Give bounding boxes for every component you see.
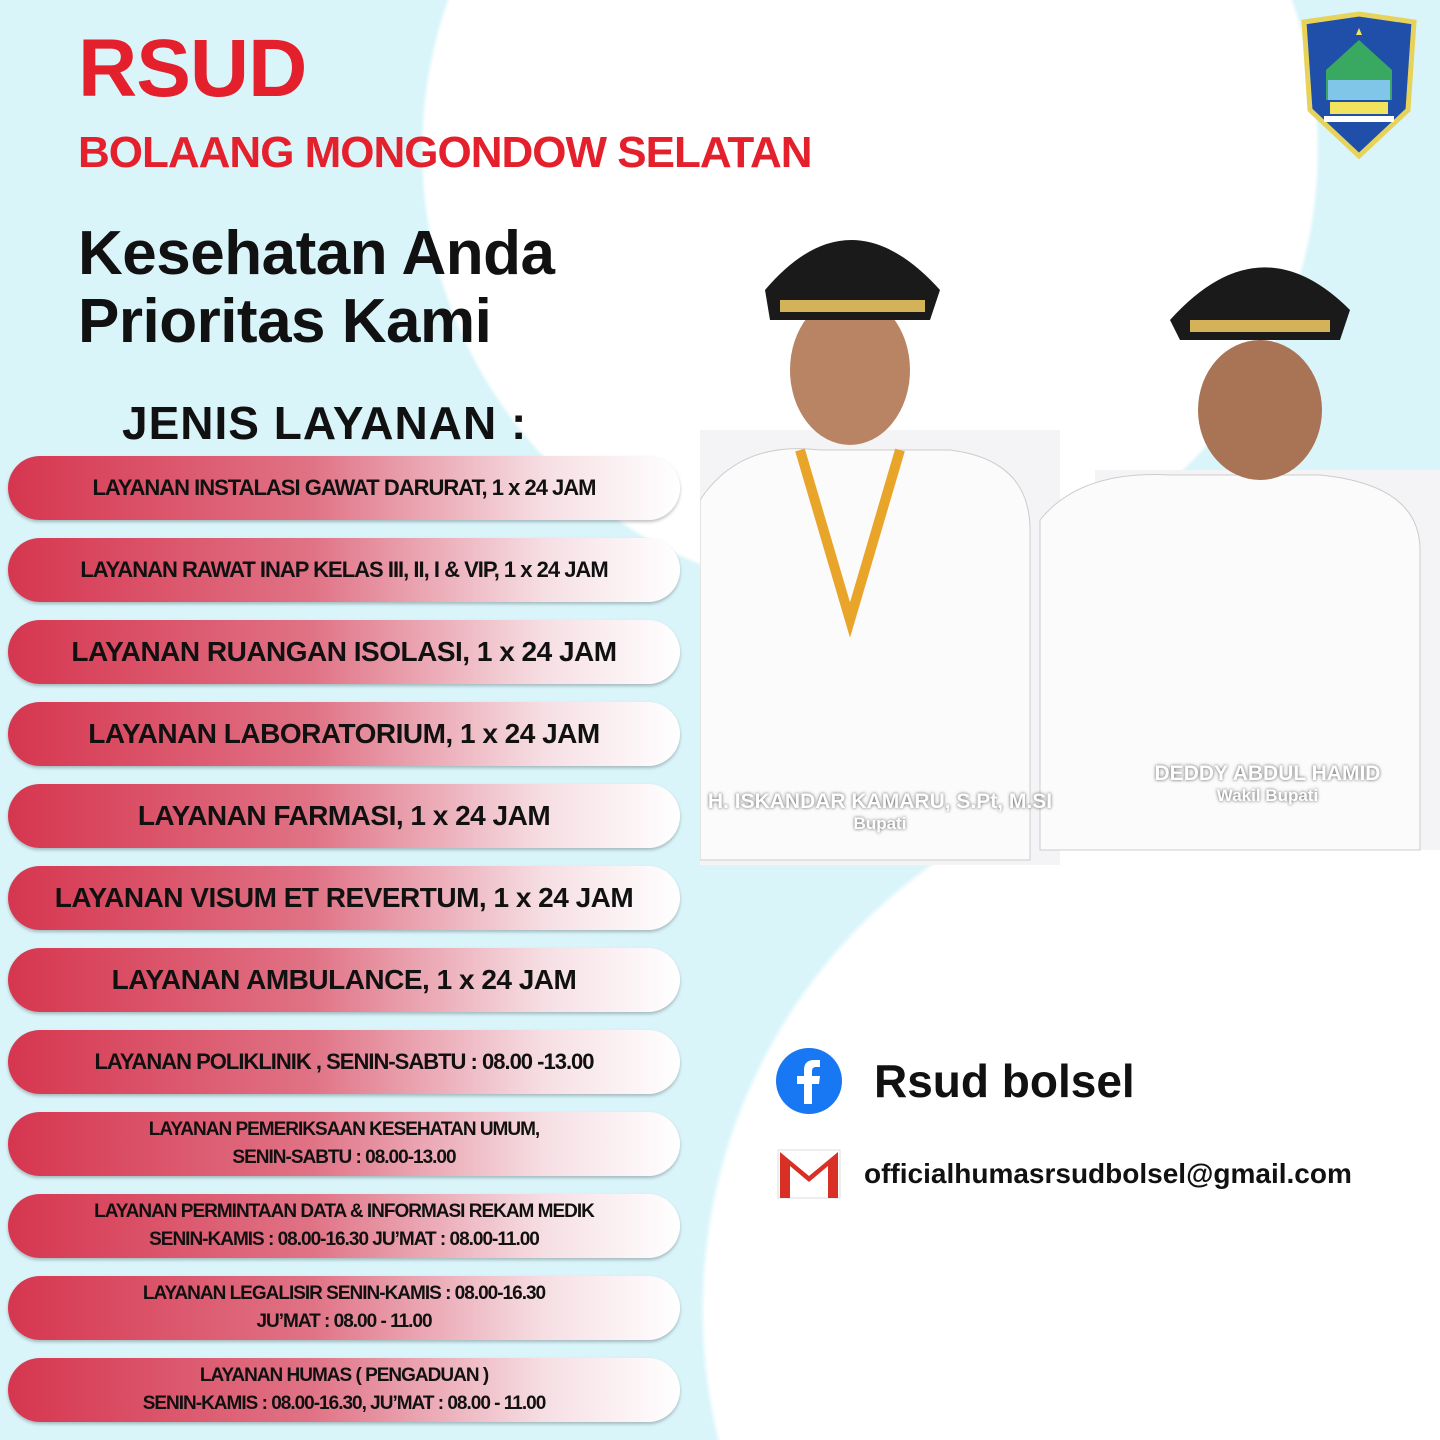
service-item <box>8 866 680 930</box>
official-title: Bupati <box>853 814 907 833</box>
official-name: DEDDY ABDUL HAMID <box>1154 762 1381 785</box>
service-text: LAYANAN FARMASI, 1 x 24 JAM <box>137 800 551 831</box>
service-item <box>8 948 680 1012</box>
service-text: LAYANAN LEGALISIR SENIN-KAMIS : 08.00-16.30 <box>142 1283 546 1304</box>
email-address: officialhumasrsudbolsel@gmail.com <box>864 1158 1352 1189</box>
slogan-line: Prioritas Kami <box>78 287 492 356</box>
slogan-line: Kesehatan Anda <box>78 219 555 288</box>
facebook-name: Rsud bolsel <box>874 1055 1135 1107</box>
email-contact[interactable] <box>776 1148 1352 1200</box>
facebook-icon <box>776 1048 842 1114</box>
service-item <box>8 1276 680 1340</box>
official-caption <box>700 790 1060 834</box>
service-text: SENIN-KAMIS : 08.00-16.30, JU’MAT : 08.00 - 11.00 <box>142 1393 546 1414</box>
service-item <box>8 1358 680 1422</box>
service-item <box>8 784 680 848</box>
service-item <box>8 1112 680 1176</box>
gmail-icon <box>776 1148 842 1200</box>
service-item <box>8 1030 680 1094</box>
service-text: LAYANAN AMBULANCE, 1 x 24 JAM <box>111 964 577 995</box>
official-caption <box>1095 762 1440 806</box>
slogan <box>78 220 555 356</box>
service-item <box>8 1194 680 1258</box>
service-item <box>8 620 680 684</box>
service-text: LAYANAN RAWAT INAP KELAS III, II, I & VIP, 1 x 24 JAM <box>80 557 608 582</box>
service-text: LAYANAN HUMAS ( PENGADUAN ) <box>199 1365 489 1386</box>
service-text: LAYANAN RUANGAN ISOLASI, 1 x 24 JAM <box>71 636 617 667</box>
service-text: LAYANAN PERMINTAAN DATA & INFORMASI REKAM MEDIK <box>94 1201 594 1222</box>
official-name: H. ISKANDAR KAMARU, S.Pt, M.SI <box>707 790 1053 813</box>
service-text: LAYANAN POLIKLINIK , SENIN-SABTU : 08.00 -13.00 <box>94 1049 594 1074</box>
service-item <box>8 538 680 602</box>
service-text: SENIN-KAMIS : 08.00-16.30 JU’MAT : 08.00-11.00 <box>149 1229 539 1250</box>
facebook-contact[interactable] <box>776 1048 1135 1114</box>
service-text: SENIN-SABTU : 08.00-13.00 <box>232 1147 456 1168</box>
officials-photo <box>700 200 1440 865</box>
service-item <box>8 702 680 766</box>
regency-logo <box>1296 10 1422 160</box>
service-text: LAYANAN LABORATORIUM, 1 x 24 JAM <box>88 718 600 749</box>
service-text: LAYANAN INSTALASI GAWAT DARURAT, 1 x 24 JAM <box>92 475 596 500</box>
service-text: LAYANAN VISUM ET REVERTUM, 1 x 24 JAM <box>54 882 634 913</box>
service-text: LAYANAN PEMERIKSAAN KESEHATAN UMUM, <box>148 1119 540 1140</box>
service-text: JU’MAT : 08.00 - 11.00 <box>256 1311 432 1332</box>
services-title: JENIS LAYANAN : <box>122 397 528 449</box>
region-title: BOLAANG MONGONDOW SELATAN <box>78 128 812 177</box>
org-title: RSUD <box>78 23 307 114</box>
service-item <box>8 456 680 520</box>
official-title: Wakil Bupati <box>1216 786 1319 805</box>
